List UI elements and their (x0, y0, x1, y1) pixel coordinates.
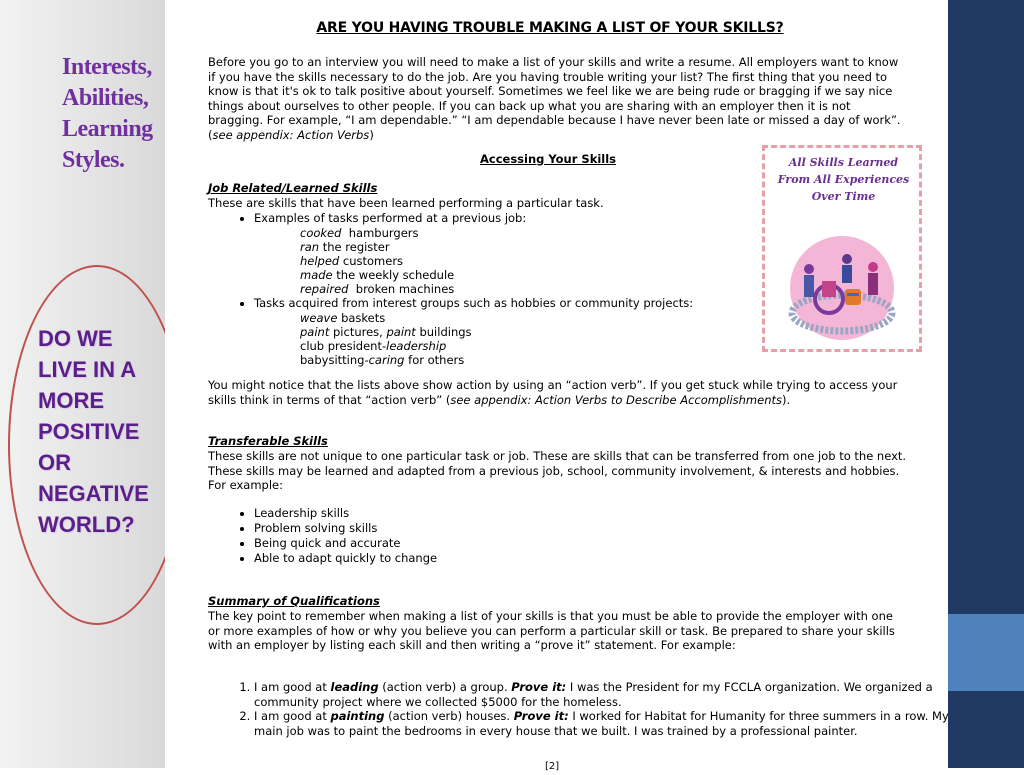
job-related-heading: Job Related/Learned Skills (208, 181, 378, 195)
action-verb-note (208, 378, 908, 407)
action-verb: paint (386, 325, 416, 339)
example-text: customers (339, 254, 404, 268)
action-note-text: You might notice that the lists above show action by using an “action verb”. If you get stuck while trying to access your skills think in terms of that “action verb” ( (208, 378, 898, 407)
example-text: (action verb) houses. (384, 709, 514, 723)
example-text: club president- (300, 339, 387, 353)
page-number: [2] (545, 761, 560, 772)
intro-appendix: see appendix: Action Verbs (212, 127, 370, 142)
action-verb: paint (300, 325, 330, 339)
list-item: • Examples of tasks performed at a previous job: (254, 211, 526, 226)
list-item: • Tasks acquired from interest groups such as hobbies or community projects: (254, 296, 693, 311)
callout-text: All Skills Learned From All Experiences Over Time (777, 156, 910, 203)
transferable-list (208, 506, 437, 566)
skills-callout-box (762, 145, 922, 352)
action-verb: leadership (386, 339, 447, 353)
intro-paragraph (208, 55, 908, 142)
example-text: broken machines (348, 282, 455, 296)
intro-text: Before you go to an interview you will need to make a list of your skills and write a resume. All employers want to know if you have the skills necessary to do the job. Are you having trouble writing your list? The first thing that you need to know is that it's ok to talk positive about yourself. Sometimes we feel like we are being rude or bragging if we say nice things about ourselves to other people. If you can back up what you are sharing with an employer then it is not bragging. For example, “I am dependable.” “I am dependable because I have never been late or missed a day of work”. ( (208, 55, 901, 142)
example-text: baskets (337, 311, 386, 325)
list-item (254, 680, 954, 709)
transferable-heading: Transferable Skills (208, 434, 328, 448)
slide-title: Interests, Abilities, Learning Styles. (62, 54, 153, 173)
example-text: I worked for Habitat for Humanity for three summers in a row. My main job was to paint the bedrooms in every house that we built. I was trained by a professional painter. (254, 709, 949, 738)
list-item (300, 311, 472, 325)
oval-question-text: DO WE LIVE IN A MORE POSITIVE OR NEGATIVE WORLD? (38, 326, 149, 537)
list-item (300, 240, 454, 254)
list-item (254, 709, 954, 738)
action-verb: made (300, 268, 333, 282)
example-text: hamburgers (341, 226, 419, 240)
list-item: • Leadership skills (254, 506, 437, 521)
example-text: the weekly schedule (332, 268, 455, 282)
example-text: for others (404, 353, 465, 367)
slide-right-accent (948, 614, 1024, 691)
action-verb: helped (300, 254, 340, 268)
action-verb: ran (300, 240, 320, 254)
example-text: I am good at (254, 709, 331, 723)
action-note-close: ). (782, 392, 791, 407)
accessing-heading: Accessing Your Skills (480, 152, 617, 166)
example-text: I am good at (254, 680, 331, 694)
summary-desc: The key point to remember when making a list of your skills is that you must be able to provide the employer with one or more examples of how or why you believe you can perform a particular skill or task. Be prepared to share your skills with an employer by listing each skill and then writing a “prove it” statement. For example: (208, 609, 895, 652)
prove-it-examples (208, 680, 954, 738)
prove-it-label: Prove it: (511, 680, 567, 694)
action-verb: repaired (300, 282, 349, 296)
action-verb: painting (330, 709, 385, 723)
action-verb: cooked (300, 226, 342, 240)
example-text: I was the President for my FCCLA organization. We organized a community project where we collected $5000 for the homeless. (254, 680, 933, 709)
prove-it-label: Prove it: (513, 709, 569, 723)
transferable-desc: These skills are not unique to one particular task or job. These are skills that can be transferred from one job to the next. These skills may be learned and adapted from a previous job, school, community involvement, & interests and hobbies. For example: (208, 449, 907, 492)
list-item (300, 268, 454, 282)
job-bullet-2 (208, 296, 693, 311)
job-related-desc: These are skills that have been learned performing a particular task. (208, 196, 604, 210)
example-text: the register (319, 240, 390, 254)
action-verb: weave (300, 311, 338, 325)
job-examples-list (300, 226, 454, 296)
list-item: • Able to adapt quickly to change (254, 551, 437, 566)
example-text: babysitting- (300, 353, 369, 367)
action-verb: leading (330, 680, 379, 694)
list-item (300, 325, 472, 339)
list-item (300, 254, 454, 268)
hobby-examples-list (300, 311, 472, 367)
list-item: • Being quick and accurate (254, 536, 437, 551)
list-item (300, 226, 454, 240)
list-item: • Problem solving skills (254, 521, 437, 536)
example-text: buildings (415, 325, 472, 339)
action-note-appendix: see appendix: Action Verbs to Describe Accomplishments (450, 392, 783, 407)
list-item (300, 353, 472, 367)
intro-close: ) (369, 127, 374, 142)
summary-heading: Summary of Qualifications (208, 594, 380, 608)
action-verb: caring (368, 353, 405, 367)
list-item (300, 339, 472, 353)
document-image (165, 0, 949, 772)
example-text: (action verb) a group. (378, 680, 512, 694)
list-item (300, 282, 454, 296)
people-clipart-icon (787, 233, 897, 343)
document-title: ARE YOU HAVING TROUBLE MAKING A LIST OF YOUR SKILLS? (316, 20, 784, 36)
job-bullet-1 (208, 211, 526, 226)
example-text: pictures, (329, 325, 387, 339)
